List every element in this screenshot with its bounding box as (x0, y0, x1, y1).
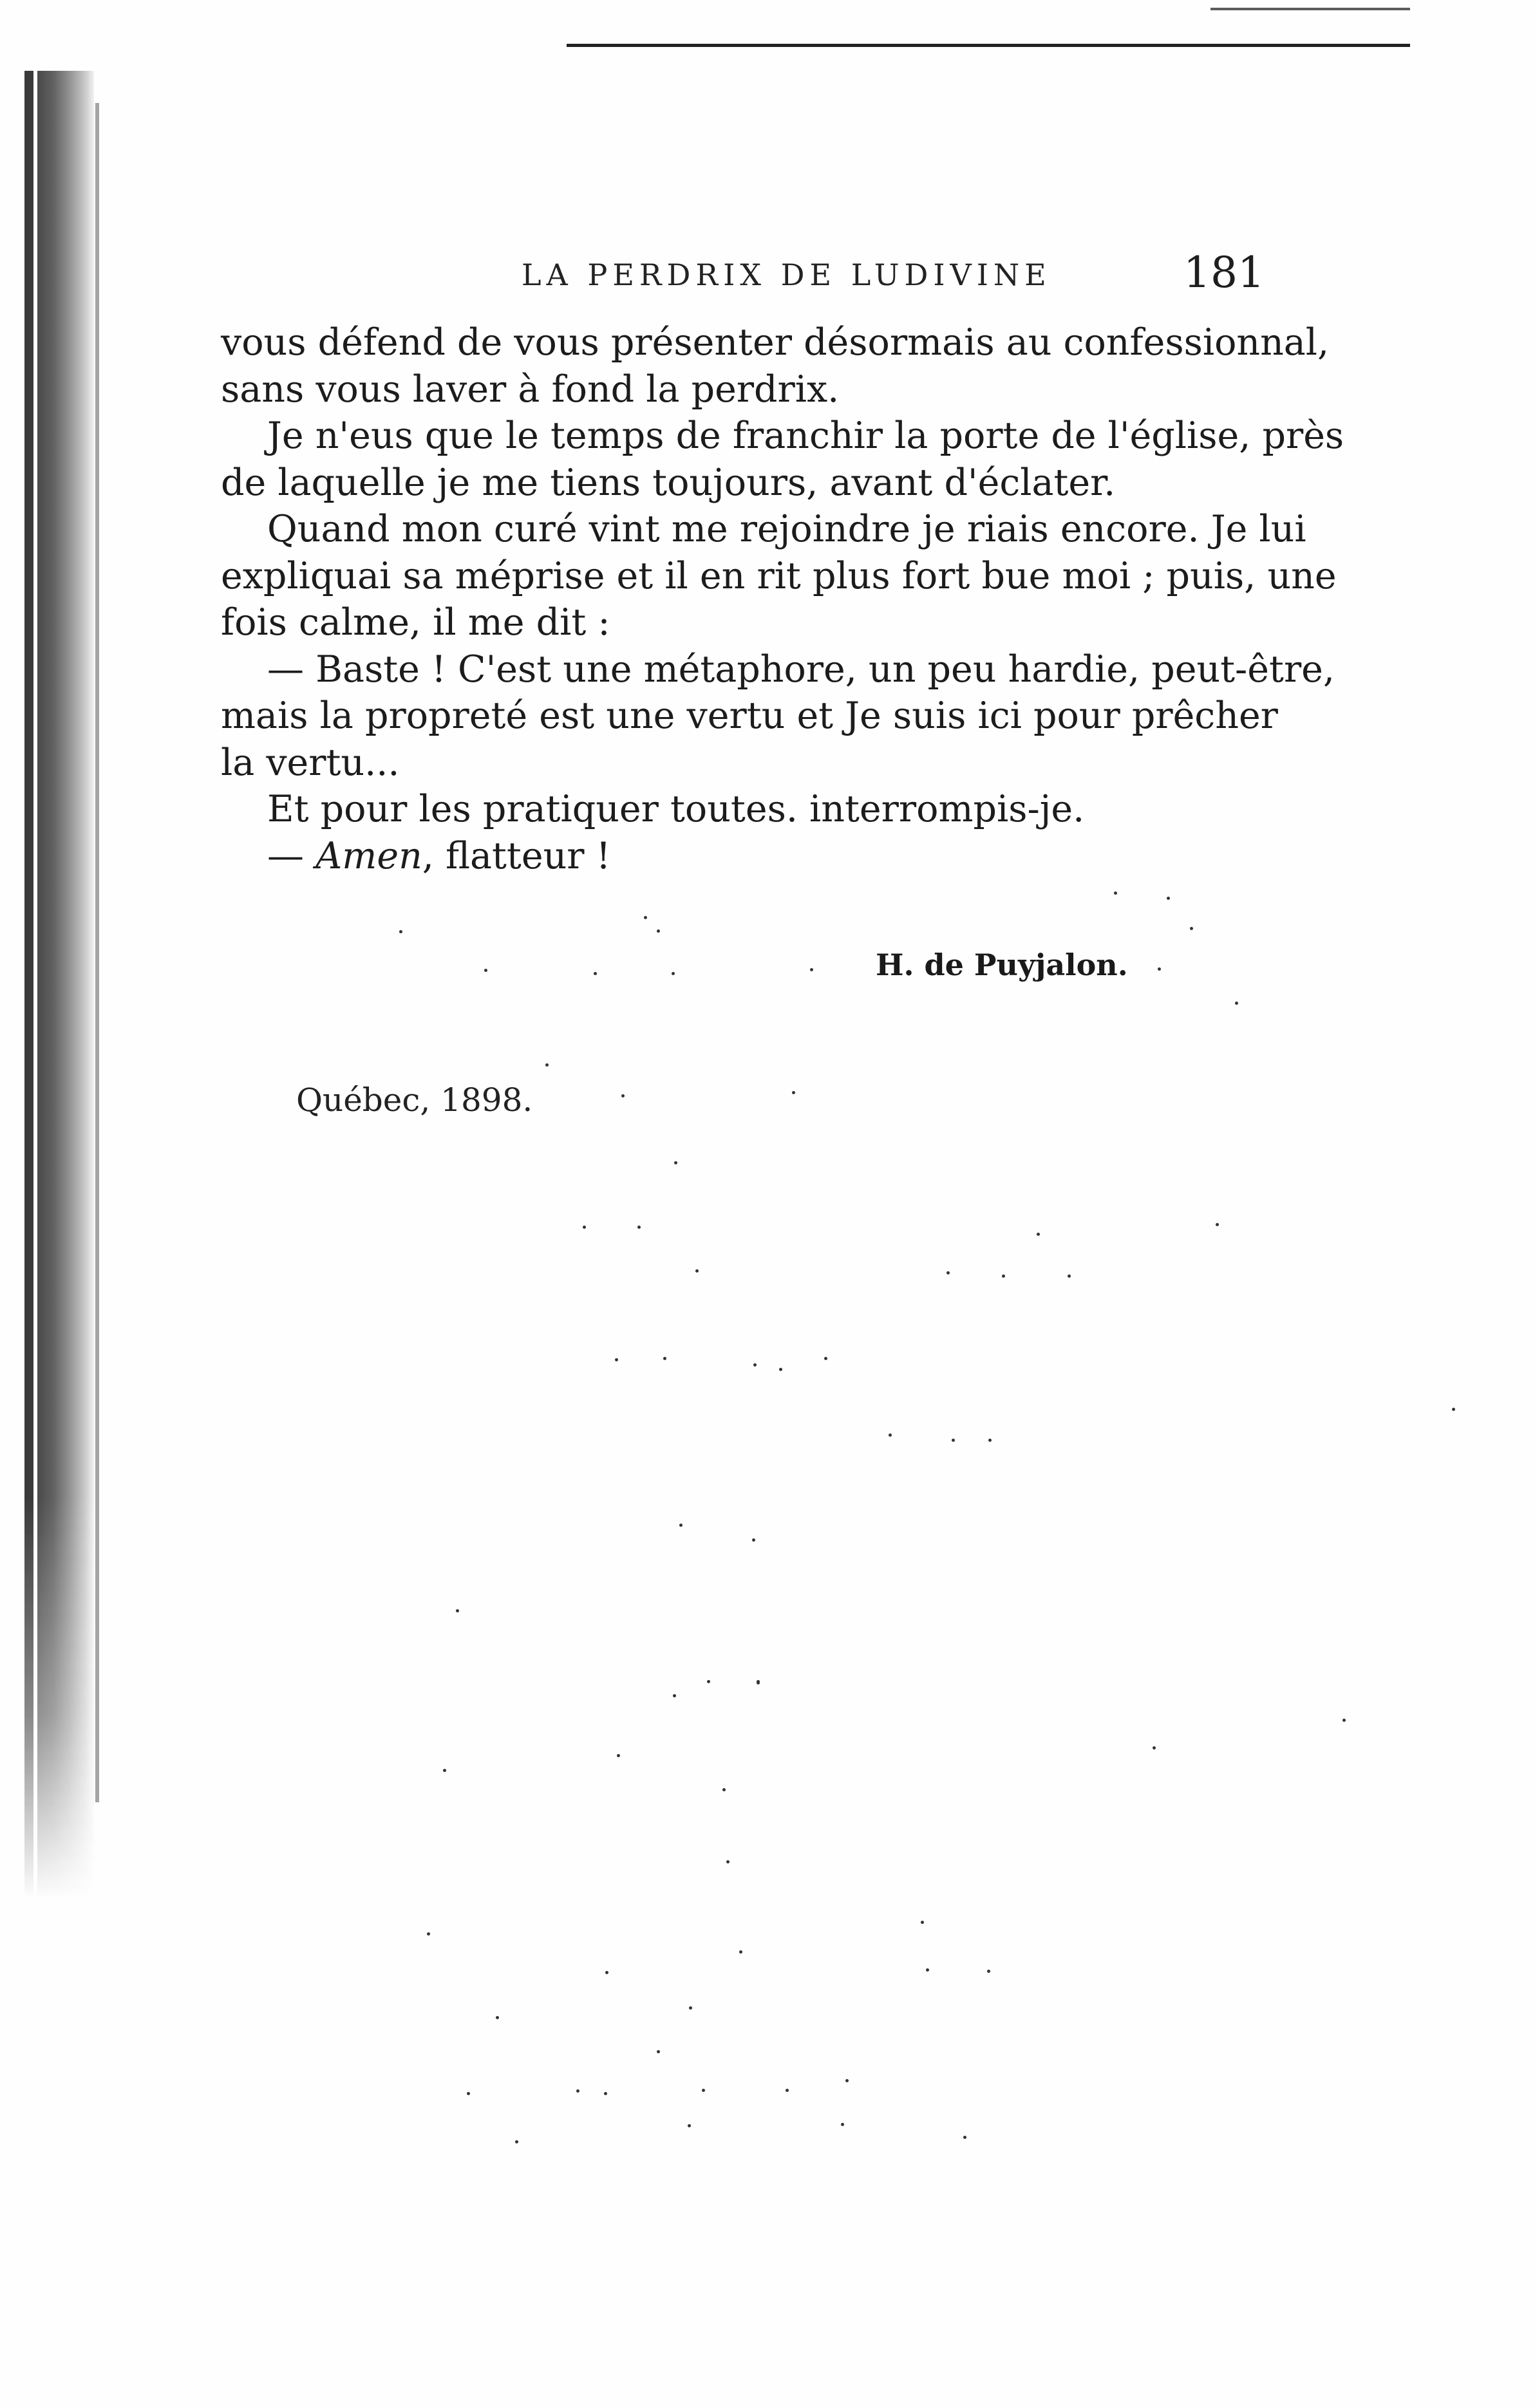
text-line: mais la propreté est une vertu et Je suis ici pour prêcher (221, 695, 1278, 737)
scan-speck (604, 2092, 607, 2095)
scan-speck (399, 930, 402, 933)
text-line-last (221, 833, 1251, 880)
scan-speck (657, 2050, 660, 2053)
scan-speck (1167, 897, 1170, 900)
text-line: de laquelle je me tiens toujours, avant d'éclater. (221, 461, 1116, 504)
scan-speck (679, 1524, 683, 1527)
scan-speck (617, 1754, 620, 1757)
scan-speck (963, 2136, 966, 2139)
top-rule-short (1210, 8, 1410, 10)
scan-speck (443, 1769, 446, 1772)
scan-speck (689, 2006, 692, 2010)
scan-speck (594, 972, 597, 975)
body-text (221, 319, 1344, 879)
scan-speck (726, 1860, 730, 1863)
text-line: vous défend de vous présenter désormais au confessionnal, (221, 321, 1330, 364)
scan-speck (1342, 1719, 1346, 1722)
scan-speck (663, 1357, 666, 1360)
running-head-title: LA PERDRIX DE LUDIVINE (522, 257, 1051, 292)
scan-speck (841, 2123, 844, 2126)
scan-speck (615, 1358, 618, 1361)
dialogue-dash: — (267, 834, 316, 877)
text-line: sans vous laver à fond la perdrix. (221, 368, 840, 411)
scan-speck (637, 1226, 641, 1229)
scan-speck (657, 929, 660, 933)
place-date: Québec, 1898. (296, 1081, 533, 1119)
line-remainder: , flatteur ! (422, 834, 611, 877)
text-line: expliquai sa méprise et il en rit plus fort bue moi ; puis, une (221, 554, 1337, 597)
scan-speck (672, 972, 675, 975)
scan-speck (987, 1970, 990, 1973)
scan-speck (583, 1226, 586, 1229)
scan-speck (496, 2016, 499, 2019)
scan-speck (1037, 1233, 1040, 1236)
scan-speck (673, 1694, 676, 1697)
scan-speck (515, 2140, 518, 2143)
scan-speck (1190, 927, 1193, 930)
scan-speck (757, 1681, 760, 1685)
scan-speck (1068, 1274, 1071, 1278)
page-number: 181 (1183, 248, 1265, 297)
scan-speck (688, 2124, 691, 2127)
text-line: fois calme, il me dit : (221, 601, 610, 644)
scan-speck (545, 1063, 549, 1067)
scan-speck (605, 1971, 608, 1974)
scan-speck (674, 1161, 677, 1164)
scan-speck (707, 1680, 710, 1683)
scan-speck (621, 1094, 625, 1097)
scan-speck (946, 1271, 950, 1274)
scan-speck (1235, 1002, 1238, 1005)
scan-speck (722, 1788, 726, 1791)
scan-speck (810, 968, 813, 971)
scan-speck (752, 1538, 755, 1542)
scan-speck (1452, 1408, 1455, 1411)
text-line: la vertu... (221, 741, 400, 784)
scan-speck (644, 916, 647, 919)
scan-speck (988, 1439, 992, 1442)
scan-speck (1153, 1746, 1156, 1750)
scan-speck (1158, 967, 1161, 971)
author-signature: H. de Puyjalon. (876, 947, 1128, 982)
binding-edge-line (95, 103, 99, 1802)
scan-speck (824, 1357, 827, 1360)
scan-speck (952, 1439, 955, 1442)
scan-speck (926, 1968, 929, 1972)
text-line: Quand mon curé vint me rejoindre je riais encore. Je lui (267, 508, 1306, 550)
italic-word: Amen (315, 834, 422, 877)
scan-speck (889, 1433, 892, 1437)
scan-speck (753, 1363, 757, 1367)
scan-speck (845, 2079, 849, 2082)
text-line: — Baste ! C'est une métaphore, un peu hardie, peut-être, (267, 648, 1335, 691)
scan-speck (695, 1269, 699, 1273)
scan-speck (484, 969, 487, 972)
text-line: Et pour les pratiquer toutes. interrompis-je. (267, 788, 1085, 830)
scan-speck (739, 1950, 742, 1954)
text-line: Je n'eus que le temps de franchir la porte de l'église, près (267, 415, 1344, 457)
top-rule (567, 44, 1410, 47)
scan-speck (576, 2089, 579, 2093)
scan-speck (427, 1932, 430, 1936)
scan-speck (467, 2092, 470, 2095)
scan-speck (921, 1921, 924, 1924)
scan-speck (456, 1609, 459, 1612)
scan-speck (779, 1368, 782, 1371)
scan-speck (1002, 1274, 1005, 1278)
scan-speck (1114, 891, 1117, 895)
scan-speck (702, 2089, 705, 2092)
binding-edge-shadow (24, 71, 94, 1899)
scan-speck (1216, 1223, 1219, 1226)
scan-speck (792, 1091, 795, 1094)
scan-speck (786, 2089, 789, 2092)
